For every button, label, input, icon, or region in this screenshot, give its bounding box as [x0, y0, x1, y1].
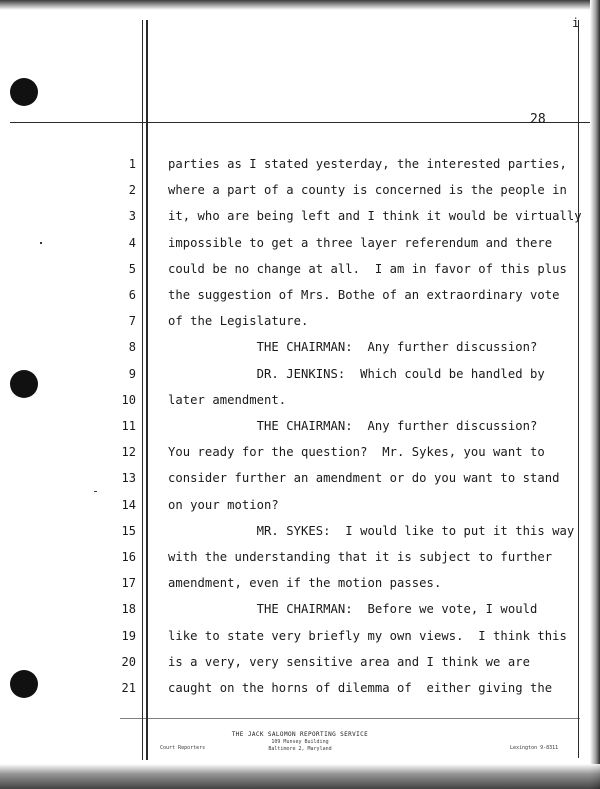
scan-speck: [94, 491, 97, 492]
line-number: 9: [128, 367, 136, 381]
transcript-line: later amendment.: [168, 393, 287, 407]
binder-hole: [10, 78, 38, 106]
line-number: 3: [128, 209, 136, 223]
transcript-line: with the understanding that it is subject to further: [168, 550, 553, 564]
line-number: 5: [128, 262, 136, 276]
transcript-line: amendment, even if the motion passes.: [168, 576, 442, 590]
line-number: 12: [121, 445, 136, 459]
line-number: 20: [121, 655, 136, 669]
line-number: 1: [128, 157, 136, 171]
transcript-line: the suggestion of Mrs. Bothe of an extraordinary vote: [168, 288, 560, 302]
transcript-line: consider further an amendment or do you want to stand: [168, 471, 560, 485]
margin-rule-right: [578, 20, 579, 758]
line-number: 19: [121, 629, 136, 643]
line-number: 2: [128, 183, 136, 197]
scan-right-edge: [590, 0, 600, 789]
line-number: 8: [128, 340, 136, 354]
transcript-line: caught on the horns of dilemma of either giving the: [168, 681, 553, 695]
transcript-line: THE CHAIRMAN: Any further discussion?: [168, 340, 538, 354]
transcript-line: THE CHAIRMAN: Before we vote, I would: [168, 602, 538, 616]
transcript-line: You ready for the question? Mr. Sykes, you want to: [168, 445, 545, 459]
line-number: 10: [121, 393, 136, 407]
transcript-line: like to state very briefly my own views. I think this: [168, 629, 567, 643]
corner-mark: i: [572, 16, 580, 30]
line-number: 21: [121, 681, 136, 695]
footer-left-label: Court Reporters: [160, 745, 206, 751]
line-number: 15: [121, 524, 136, 538]
transcript-line: on your motion?: [168, 498, 279, 512]
transcript-line: THE CHAIRMAN: Any further discussion?: [168, 419, 538, 433]
line-number: 18: [121, 602, 136, 616]
line-number: 17: [121, 576, 136, 590]
reporting-service-footer: [0, 731, 600, 761]
line-number: 13: [121, 471, 136, 485]
scan-speck: [40, 242, 42, 244]
footer-rule: [120, 718, 580, 719]
binder-hole: [10, 370, 38, 398]
line-number: 16: [121, 550, 136, 564]
page-number: 28: [530, 112, 546, 127]
line-number: 7: [128, 314, 136, 328]
transcript-line: MR. SYKES: I would like to put it this way: [168, 524, 575, 538]
scan-top-shadow: [0, 0, 600, 10]
transcript-line: where a part of a county is concerned is the people in: [168, 183, 567, 197]
margin-rule-left: [142, 20, 143, 760]
header-rule: [10, 122, 590, 123]
footer-city-line: Baltimore 2, Maryland: [268, 746, 332, 752]
scan-bottom-shadow: [0, 764, 600, 789]
footer-phone: Lexington 9-8311: [510, 745, 559, 751]
footer-address-line: 109 Munsey Building: [271, 739, 329, 745]
line-number: 4: [128, 236, 136, 250]
line-number: 14: [121, 498, 136, 512]
transcript-line: impossible to get a three layer referendum and there: [168, 236, 553, 250]
transcript-line: is a very, very sensitive area and I think we are: [168, 655, 530, 669]
transcript-line: DR. JENKINS: Which could be handled by: [168, 367, 545, 381]
transcript-line: of the Legislature.: [168, 314, 309, 328]
line-number: 11: [121, 419, 136, 433]
transcript-line: could be no change at all. I am in favor of this plus: [168, 262, 567, 276]
binder-hole: [10, 670, 38, 698]
line-number: 6: [128, 288, 136, 302]
footer-service-name: THE JACK SALOMON REPORTING SERVICE: [231, 731, 369, 738]
transcript-line: parties as I stated yesterday, the interested parties,: [168, 157, 567, 171]
transcript-line: it, who are being left and I think it would be virtually: [168, 209, 582, 223]
margin-rule-left-bold: [146, 20, 148, 760]
